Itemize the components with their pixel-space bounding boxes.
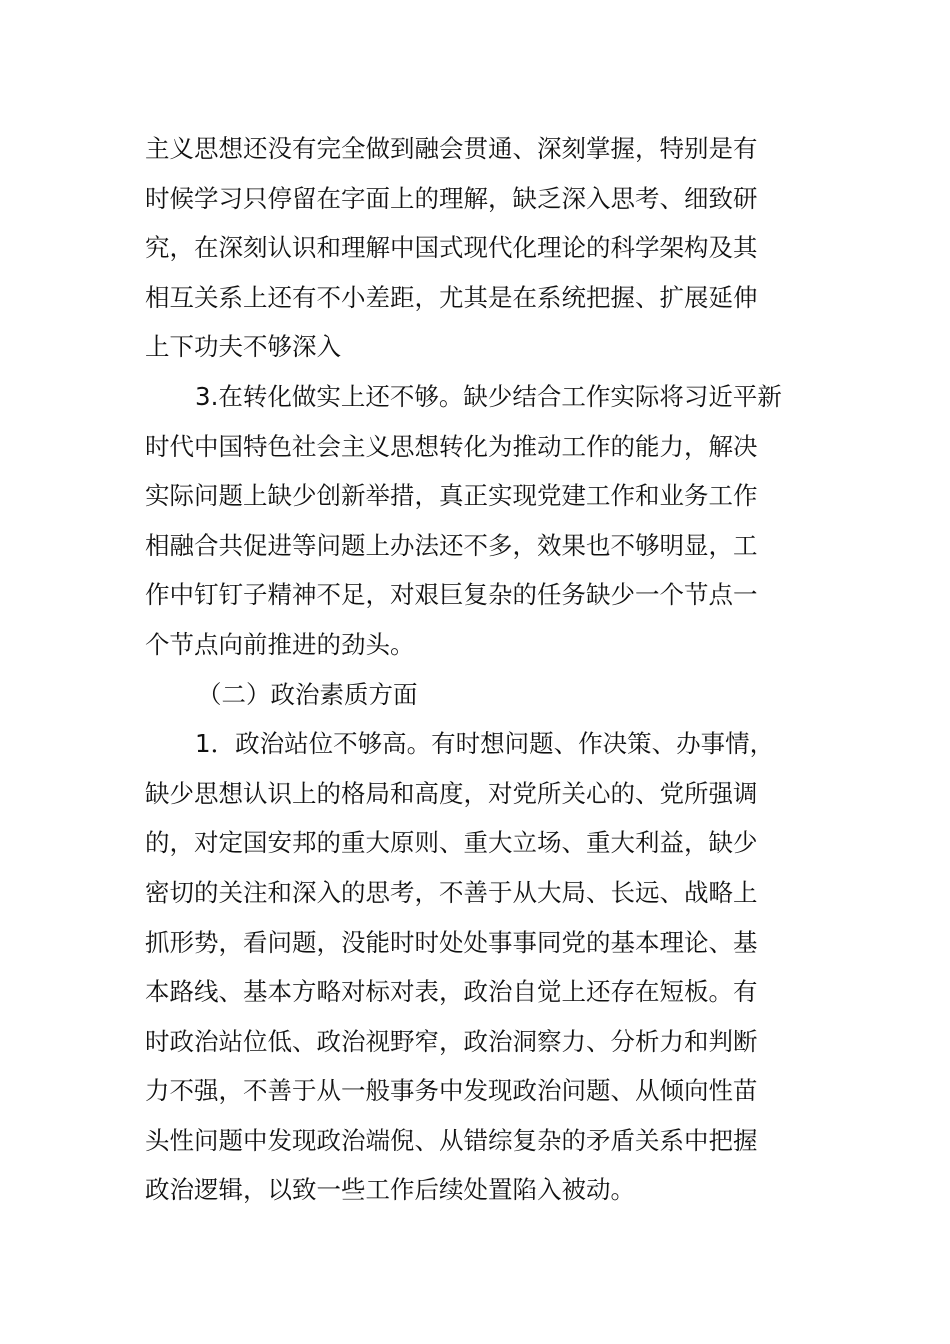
text-line: 缺少思想认识上的格局和高度，对党所关心的、党所强调	[145, 778, 758, 808]
section-heading: （二）政治素质方面	[197, 679, 418, 709]
text-line: 本路线、基本方略对标对表，政治自觉上还存在短板。有	[145, 977, 758, 1007]
paragraph-start-line: 1．政治站位不够高。有时想问题、作决策、办事情，	[195, 729, 775, 759]
text-line: 相融合共促进等问题上办法还不多，效果也不够明显，工	[145, 530, 758, 560]
document-body	[145, 124, 807, 1215]
text-line: 头性问题中发现政治端倪、从错综复杂的矛盾关系中把握	[145, 1125, 758, 1155]
text-line: 时政治站位低、政治视野窄，政治洞察力、分析力和判断	[145, 1026, 758, 1056]
paragraph-start-line: 3.在转化做实上还不够。缺少结合工作实际将习近平新	[195, 381, 782, 411]
text-line: 政治逻辑，以致一些工作后续处置陷入被动。	[145, 1175, 635, 1205]
text-line: 作中钉钉子精神不足，对艰巨复杂的任务缺少一个节点一	[145, 580, 758, 610]
text-line: 究，在深刻认识和理解中国式现代化理论的科学架构及其	[145, 233, 758, 263]
text-line: 密切的关注和深入的思考，不善于从大局、长远、战略上	[145, 877, 758, 907]
text-line: 主义思想还没有完全做到融会贯通、深刻掌握，特别是有	[145, 134, 758, 163]
text-line: 的，对定国安邦的重大原则、重大立场、重大利益，缺少	[145, 828, 758, 858]
text-line: 力不强，不善于从一般事务中发现政治问题、从倾向性苗	[145, 1076, 758, 1106]
text-line: 上下功夫不够深入	[145, 332, 341, 362]
text-line: 相互关系上还有不小差距，尤其是在系统把握、扩展延伸	[145, 282, 758, 312]
text-line: 时代中国特色社会主义思想转化为推动工作的能力，解决	[145, 431, 758, 461]
text-line: 抓形势，看问题，没能时时处处事事同党的基本理论、基	[145, 927, 758, 957]
text-line: 个节点向前推进的劲头。	[145, 629, 415, 659]
text-line: 时候学习只停留在字面上的理解，缺乏深入思考、细致研	[145, 183, 758, 213]
text-line: 实际问题上缺少创新举措，真正实现党建工作和业务工作	[145, 481, 758, 511]
